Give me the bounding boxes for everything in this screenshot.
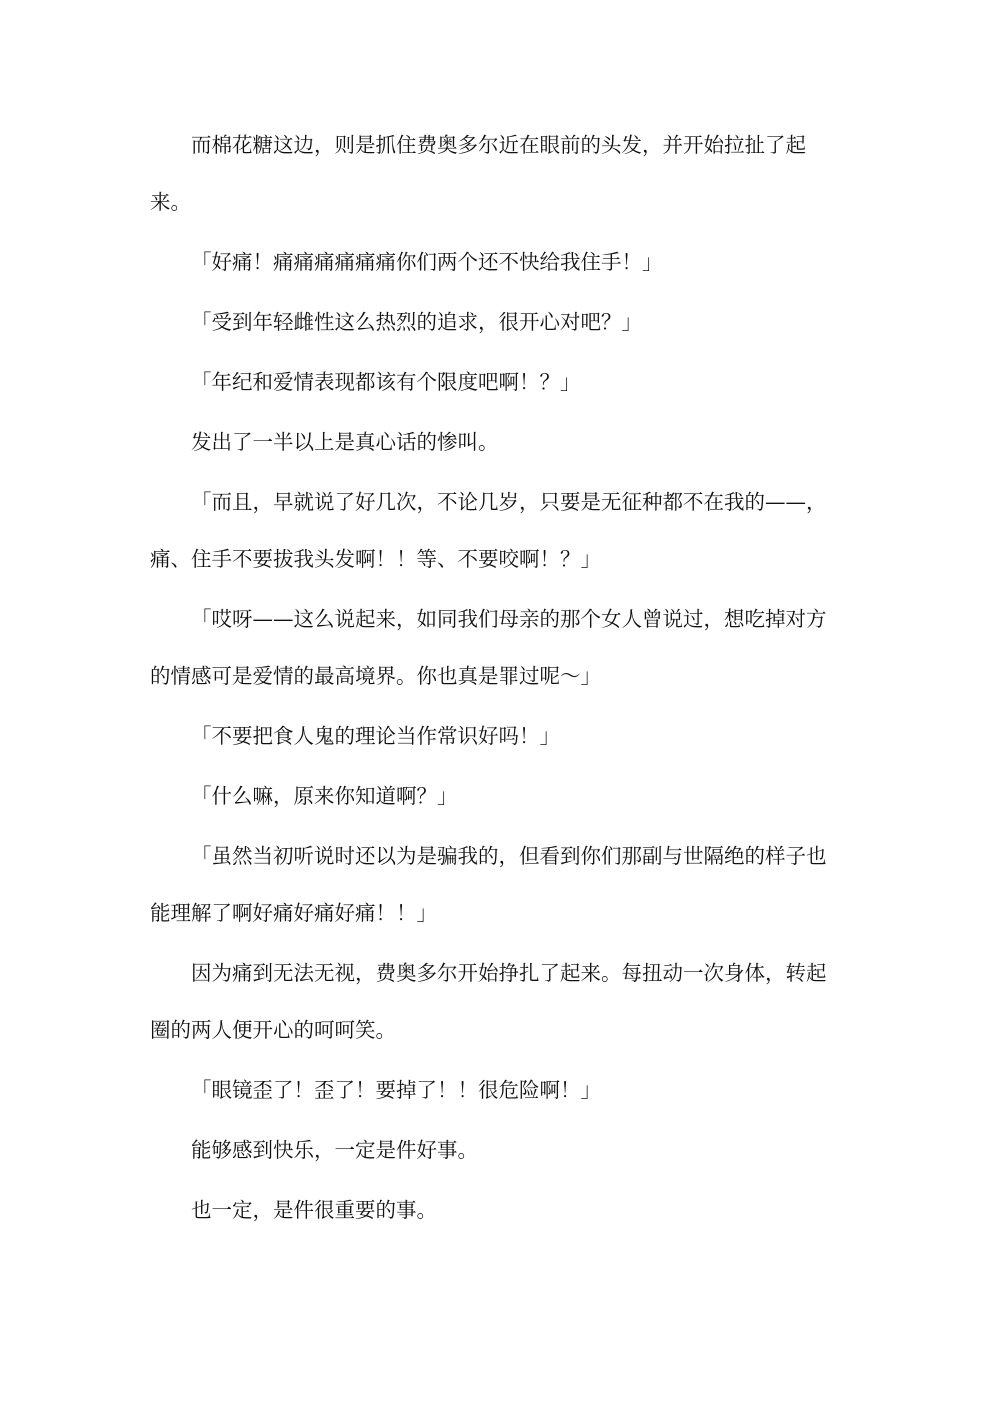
paragraph: 因为痛到无法无视，费奥多尔开始挣扎了起来。每扭动一次身体，转起圈的两人便开心的呵呵笑。 (150, 961, 827, 1042)
paragraph: 「好痛！痛痛痛痛痛痛你们两个还不快给我住手！」 (191, 250, 663, 274)
paragraph: 「眼镜歪了！歪了！要掉了！！很危险啊！」 (191, 1078, 601, 1102)
paragraph: 「不要把食人鬼的理论当作常识好吗！」 (191, 724, 560, 748)
document-page (150, 117, 846, 1242)
paragraph: 而棉花糖这边，则是抓住费奥多尔近在眼前的头发，并开始拉扯了起来。 (150, 133, 806, 214)
paragraph: 能够感到快乐，一定是件好事。 (191, 1138, 478, 1162)
paragraph: 「年纪和爱情表现都该有个限度吧啊！？」 (191, 370, 581, 394)
paragraph: 「而且，早就说了好几次，不论几岁，只要是无征种都不在我的——，痛、住手不要拔我头发啊！！等、不要咬啊！？」 (150, 490, 827, 571)
paragraph: 也一定，是件很重要的事。 (191, 1198, 437, 1222)
paragraph: 「哎呀——这么说起来，如同我们母亲的那个女人曾说过，想吃掉对方的情感可是爱情的最高境界。你也真是罪过呢～」 (150, 607, 827, 688)
paragraph: 「受到年轻雌性这么热烈的追求，很开心对吧？」 (191, 310, 642, 334)
paragraph: 「虽然当初听说时还以为是骗我的，但看到你们那副与世隔绝的样子也能理解了啊好痛好痛好痛！！」 (150, 844, 827, 925)
paragraph: 发出了一半以上是真心话的惨叫。 (191, 430, 499, 454)
paragraph: 「什么嘛，原来你知道啊？」 (191, 784, 458, 808)
